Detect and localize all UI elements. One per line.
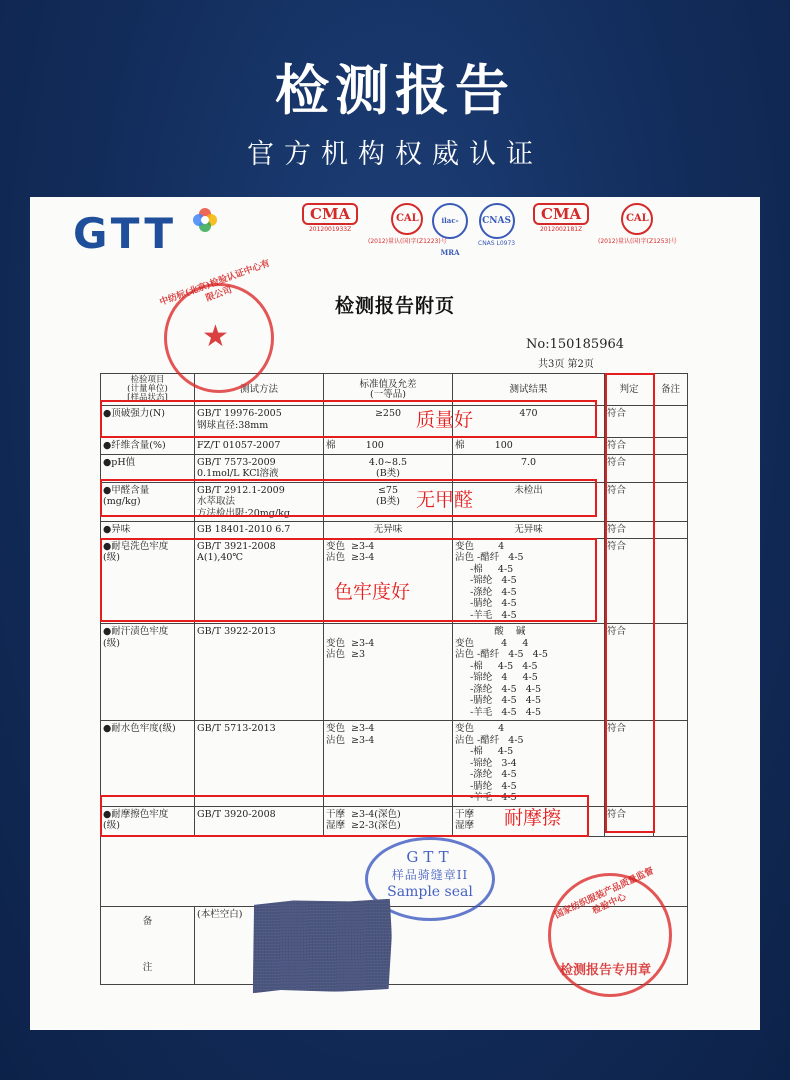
table-row: ●耐水色牢度(级) GB/T 5713-2013 变色 ≥3-4 沾色 ≥3-4 变色 4 沾色 -醋纤 4-5 -棉 4-5 -锦纶 3-4 -涤纶 4-5 -腈纶 4-5 -羊毛 4-5 符合 <box>101 721 688 807</box>
fabric-sample-swatch <box>251 899 393 993</box>
remark-label: 备 注 <box>101 906 195 984</box>
cert-cma-1: CMA 2012001933Z <box>302 203 358 233</box>
report-sheet <box>30 197 760 1030</box>
cert-ilac <box>432 203 468 257</box>
table-row: ●异味 GB 18401-2010 6.7 无异味 无异味 符合 <box>101 522 688 539</box>
table-row: ●纤维含量(%) FZ/T 01057-2007 棉 100 棉 100 符合 <box>101 438 688 455</box>
cert-cal-1: CAL (2012)量认(国)字(Z1223)号 <box>368 203 447 245</box>
header-method: 测试方法 <box>195 374 324 406</box>
table-row: ●耐摩擦色牢度 (级) GB/T 3920-2008 干摩 ≥3-4(深色) 湿摩 ≥2-3(深色) 干摩 湿摩 符合 <box>101 806 688 836</box>
blue-sample-seal: GTT 样品骑缝章II Sample seal <box>365 837 495 921</box>
cal-icon: CAL <box>391 203 423 235</box>
table-row: ●耐皂洗色牢度 (级) GB/T 3921-2008 A(1),40℃ 变色 ≥3-4 沾色 ≥3-4 变色 4 沾色 -醋纤 4-5 -棉 4-5 -锦纶 4-5 -涤纶 4-5 -腈纶 4-5 -羊毛 4-5 符合 <box>101 538 688 624</box>
highlight-box-strength <box>100 400 597 438</box>
cert-cnas: CNAS CNAS L0973 <box>478 203 515 247</box>
header-remark: 备注 <box>654 374 688 406</box>
red-stamp-top-text: 中纺标(北京)检验认证中心有限公司 <box>158 258 272 308</box>
table-row: ●耐汗渍色牢度 (级) GB/T 3922-2013 变色 ≥3-4 沾色 ≥3 酸 碱 变色 4 4 沾色 -醋纤 4-5 4-5 -棉 4-5 4-5 -锦纶 4 4-5 -涤纶 4-5 4-5 -腈纶 4-5 4-5 -羊毛 4-5 4-5 符合 <box>101 624 688 721</box>
highlight-text-color-fastness: 色牢度好 <box>334 581 411 603</box>
highlight-box-formaldehyde <box>100 479 597 517</box>
header-standard: 标准值及允差 (一等品) <box>324 374 453 406</box>
star-icon: ★ <box>202 319 229 354</box>
ilac-mra-icon: ilac-MRA <box>432 203 468 239</box>
table-row: ●甲醛含量 (mg/kg) GB/T 2912.1-2009 水萃取法 方法检出限:20mg/kg ≤75 (B类) 未检出 符合 <box>101 482 688 522</box>
hero-subtitle: 官方机构权威认证 <box>247 139 543 170</box>
cma-icon: CMA <box>533 203 589 225</box>
table-row: ●顶破强力(N) GB/T 19976-2005 钢球直径:38mm ≥250 470 符合 <box>101 406 688 438</box>
cma-icon: CMA <box>302 203 358 225</box>
highlight-text-strength: 质量好 <box>416 409 474 431</box>
document-title: 检测报告附页 <box>334 295 455 317</box>
remark-text: (本栏空白) <box>195 906 688 984</box>
hero-title: 检测报告 <box>275 59 515 122</box>
cnas-icon: CNAS <box>479 203 515 239</box>
red-stamp-bottom-label: 检测报告专用章 <box>560 963 652 978</box>
cert-cal-2: CAL (2012)量认(国)字(Z1253)号 <box>598 203 677 245</box>
highlight-box-judge-column <box>605 373 655 833</box>
highlight-text-formaldehyde: 无甲醛 <box>416 489 474 511</box>
cert-cma-2: CMA 2012002181Z <box>533 203 589 233</box>
header-judge: 判定 <box>605 374 654 406</box>
gtt-flower-icon <box>190 205 220 235</box>
cal-icon: CAL <box>621 203 653 235</box>
header-result: 测试结果 <box>453 374 605 406</box>
gtt-logo: GTT <box>73 209 177 258</box>
red-stamp-bottom-ring: 国家纺织服装产品质量监督检验中心 <box>553 866 656 921</box>
highlight-text-rubbing: 耐摩擦 <box>504 807 562 829</box>
table-row: ●pH值 GB/T 7573-2009 0.1mol/L KCl溶液 4.0~8.5 (B类) 7.0 符合 <box>101 454 688 482</box>
page-info: 共3页 第2页 <box>538 359 594 370</box>
report-number: No:150185964 <box>526 337 625 352</box>
header-item: 检验项目 (计量单位) [样品状态] <box>101 374 195 406</box>
